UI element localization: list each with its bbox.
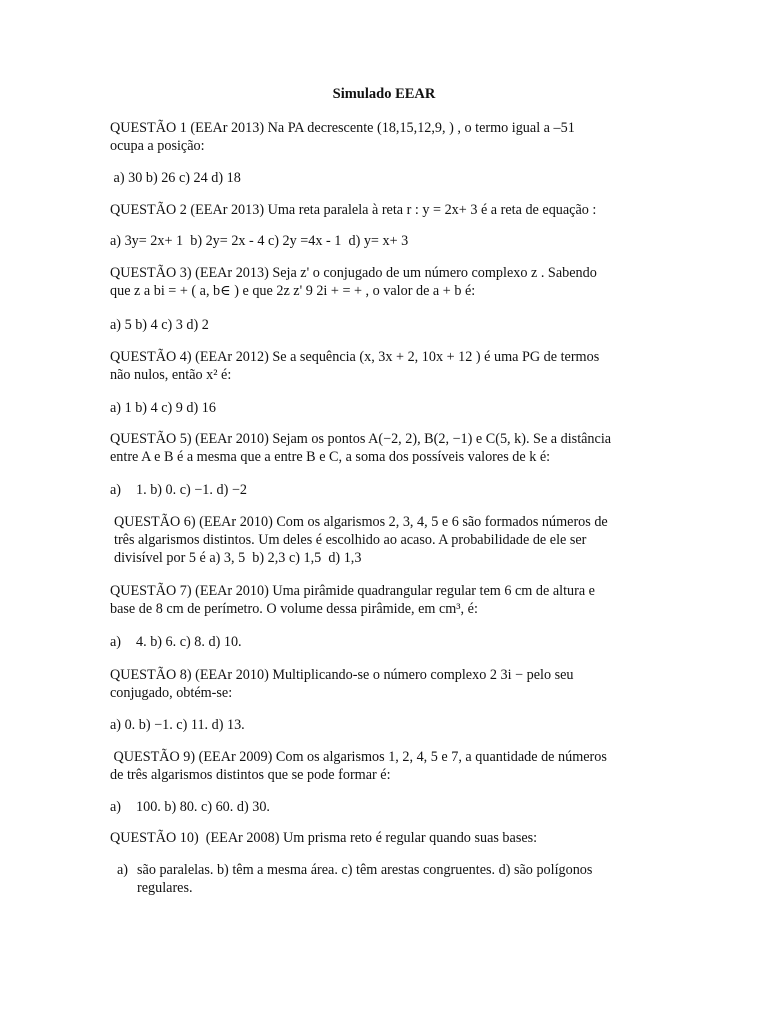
question-9-line-1: QUESTÃO 9) (EEAr 2009) Com os algarismos 1, 2, 4, 5 e 7, a quantidade de números [110,749,607,765]
question-8-line-2: conjugado, obtém-se: [110,685,233,701]
question-4-options: a) 1 b) 4 c) 9 d) 16 [110,400,216,416]
question-5-options-row [110,481,247,499]
question-1-line-2: ocupa a posição: [110,138,205,154]
question-2 [110,201,670,219]
question-5-options: 1. b) 0. c) −1. d) −2 [136,482,247,498]
question-1 [110,119,670,155]
question-10 [110,829,670,847]
question-5-option-marker: a) [110,482,122,498]
question-10-line-1: QUESTÃO 10) (EEAr 2008) Um prisma reto é regular quando suas bases: [110,830,538,846]
question-4-line-1: QUESTÃO 4) (EEAr 2012) Se a sequência (x, 3x + 2, 10x + 12 ) é uma PG de termos [110,349,600,365]
question-7-options-row [110,633,242,651]
document-title: Simulado EEAR [332,86,436,102]
question-5-line-2: entre A e B é a mesma que a entre B e C, a soma dos possíveis valores de k é: [110,449,551,465]
question-3-line-1: QUESTÃO 3) (EEAr 2013) Seja z' o conjugado de um número complexo z . Sabendo [110,265,597,281]
question-2-line-1: QUESTÃO 2 (EEAr 2013) Uma reta paralela à reta r : y = 2x+ 3 é a reta de equação : [110,202,597,218]
question-9 [110,748,670,784]
question-10-options [117,861,592,897]
question-3-options: a) 5 b) 4 c) 3 d) 2 [110,317,209,333]
question-4 [110,348,670,384]
question-9-line-2: de três algarismos distintos que se pode formar é: [110,767,391,783]
question-10-options-line-2: regulares. [137,880,193,896]
question-2-options: a) 3y= 2x+ 1 b) 2y= 2x - 4 c) 2y =4x - 1 d) y= x+ 3 [110,233,409,249]
question-1-options: a) 30 b) 26 c) 24 d) 18 [110,170,241,186]
question-7 [110,582,670,618]
question-5-line-1: QUESTÃO 5) (EEAr 2010) Sejam os pontos A(−2, 2), B(2, −1) e C(5, k). Se a distância [110,431,612,447]
question-9-option-marker: a) [110,799,122,815]
question-5 [110,430,670,466]
question-8-line-1: QUESTÃO 8) (EEAr 2010) Multiplicando-se o número complexo 2 3i − pelo seu [110,667,574,683]
question-9-options: 100. b) 80. c) 60. d) 30. [136,799,270,815]
question-7-option-marker: a) [110,634,122,650]
question-6-line-3: divisível por 5 é a) 3, 5 b) 2,3 c) 1,5 d) 1,3 [114,550,362,566]
question-1-line-1: QUESTÃO 1 (EEAr 2013) Na PA decrescente (18,15,12,9, ) , o termo igual a –51 [110,120,575,136]
question-4-line-2: não nulos, então x² é: [110,367,232,383]
question-3 [110,264,670,300]
question-7-line-1: QUESTÃO 7) (EEAr 2010) Uma pirâmide quadrangular regular tem 6 cm de altura e [110,583,595,599]
question-7-options: 4. b) 6. c) 8. d) 10. [136,634,242,650]
question-7-line-2: base de 8 cm de perímetro. O volume dessa pirâmide, em cm³, é: [110,601,478,617]
question-8-options: a) 0. b) −1. c) 11. d) 13. [110,717,245,733]
question-10-options-line-1: são paralelas. b) têm a mesma área. c) têm arestas congruentes. d) são polígonos [137,862,593,878]
question-6 [114,513,674,567]
question-8 [110,666,670,702]
question-6-line-1: QUESTÃO 6) (EEAr 2010) Com os algarismos 2, 3, 4, 5 e 6 são formados números de [114,514,608,530]
question-6-line-2: três algarismos distintos. Um deles é escolhido ao acaso. A probabilidade de ele ser [114,532,587,548]
question-10-option-marker: a) [117,862,129,878]
question-3-line-2: que z a bi = + ( a, b∈ ) e que 2z z' 9 2i + = + , o valor de a + b é: [110,283,476,299]
question-9-options-row [110,798,270,816]
